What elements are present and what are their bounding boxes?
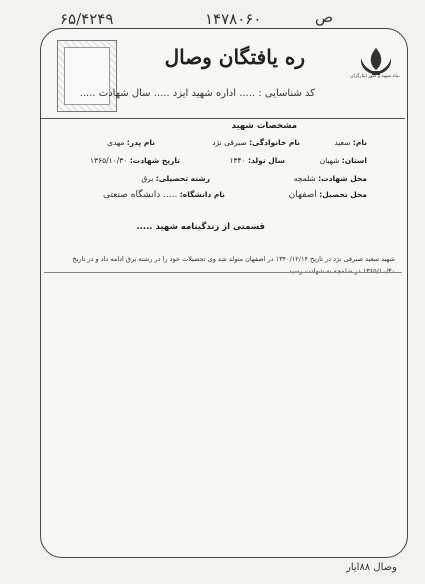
photo-placeholder	[57, 40, 117, 112]
family-value: صبرقی نژد	[212, 138, 247, 147]
martyr-date-label: تاریخ شهادت:	[129, 156, 180, 165]
martyr-place-label: محل شهادت:	[318, 174, 367, 183]
study-place-field	[289, 190, 367, 200]
biography-line-1: شهید سعید صبرقی نژد در تاریخ ۱۳۴۰/۱۲/۱۴ در اصفهان متولد شد وی تحصیلات خود را در رشته برق ادامه داد و در تاریخ	[72, 255, 395, 263]
study-place-value: اصفهان	[288, 190, 317, 200]
martyr-place-value: شلمچه	[293, 174, 316, 183]
province-label: استان:	[341, 156, 367, 165]
father-label: نام پدر:	[126, 138, 155, 147]
martyr-date-value: ۱۳۶۵/۱۰/۳۰	[90, 156, 128, 165]
father-value: مهدی	[107, 138, 125, 147]
birth-year-label: سال تولد:	[248, 156, 285, 165]
university-label: نام دانشگاه:	[179, 190, 225, 199]
name-field	[334, 138, 367, 147]
name-value: سعید	[334, 138, 351, 147]
footer-handwriting: وصال ۸۸ایار	[346, 562, 397, 573]
handwritten-number-middle: ۱۴۷۸۰۶۰	[205, 10, 262, 28]
university-field	[103, 190, 225, 200]
study-field-field	[141, 174, 210, 183]
study-field-value: برق	[141, 174, 154, 183]
study-place-label: محل تحصیل:	[319, 190, 367, 199]
header-divider	[41, 118, 405, 119]
logo-caption: بنیاد شهید و امور ایثارگران	[350, 74, 400, 79]
martyr-place-field	[294, 174, 367, 183]
birth-year-field	[230, 156, 286, 165]
section-title-martyr-profile: مشخصات شهید	[231, 121, 297, 131]
biography-underline	[44, 272, 402, 273]
form-title: ره یافتگان وصال	[164, 45, 305, 69]
martyr-date-field	[90, 156, 180, 165]
name-label: نام:	[352, 138, 367, 147]
study-field-label: رشته تحصیلی:	[155, 174, 210, 183]
biography-line-2: ۱۳۶۵/۱۰/۳۰ در شلمچه به شهادت رسید.	[286, 267, 395, 275]
handwritten-mark-right: ص	[315, 8, 334, 26]
biography-title: قسمتی از زندگینامه شهید .....	[136, 222, 265, 232]
family-field	[212, 138, 300, 147]
province-field	[320, 156, 367, 165]
foundation-logo-icon	[351, 44, 401, 102]
father-field	[107, 138, 155, 147]
family-label: نام خانوادگی:	[249, 138, 300, 147]
birth-year-value: ۱۳۴۰	[229, 156, 246, 165]
handwritten-number-left: ۶۵/۴۲۴۹	[60, 10, 114, 28]
province-value: شهیان	[319, 156, 340, 165]
university-value: ..... دانشگاه صنعتی	[102, 190, 178, 200]
form-subtitle: کد شناسایی : ..... اداره شهید ایزد ..... سال شهادت .....	[79, 88, 315, 99]
